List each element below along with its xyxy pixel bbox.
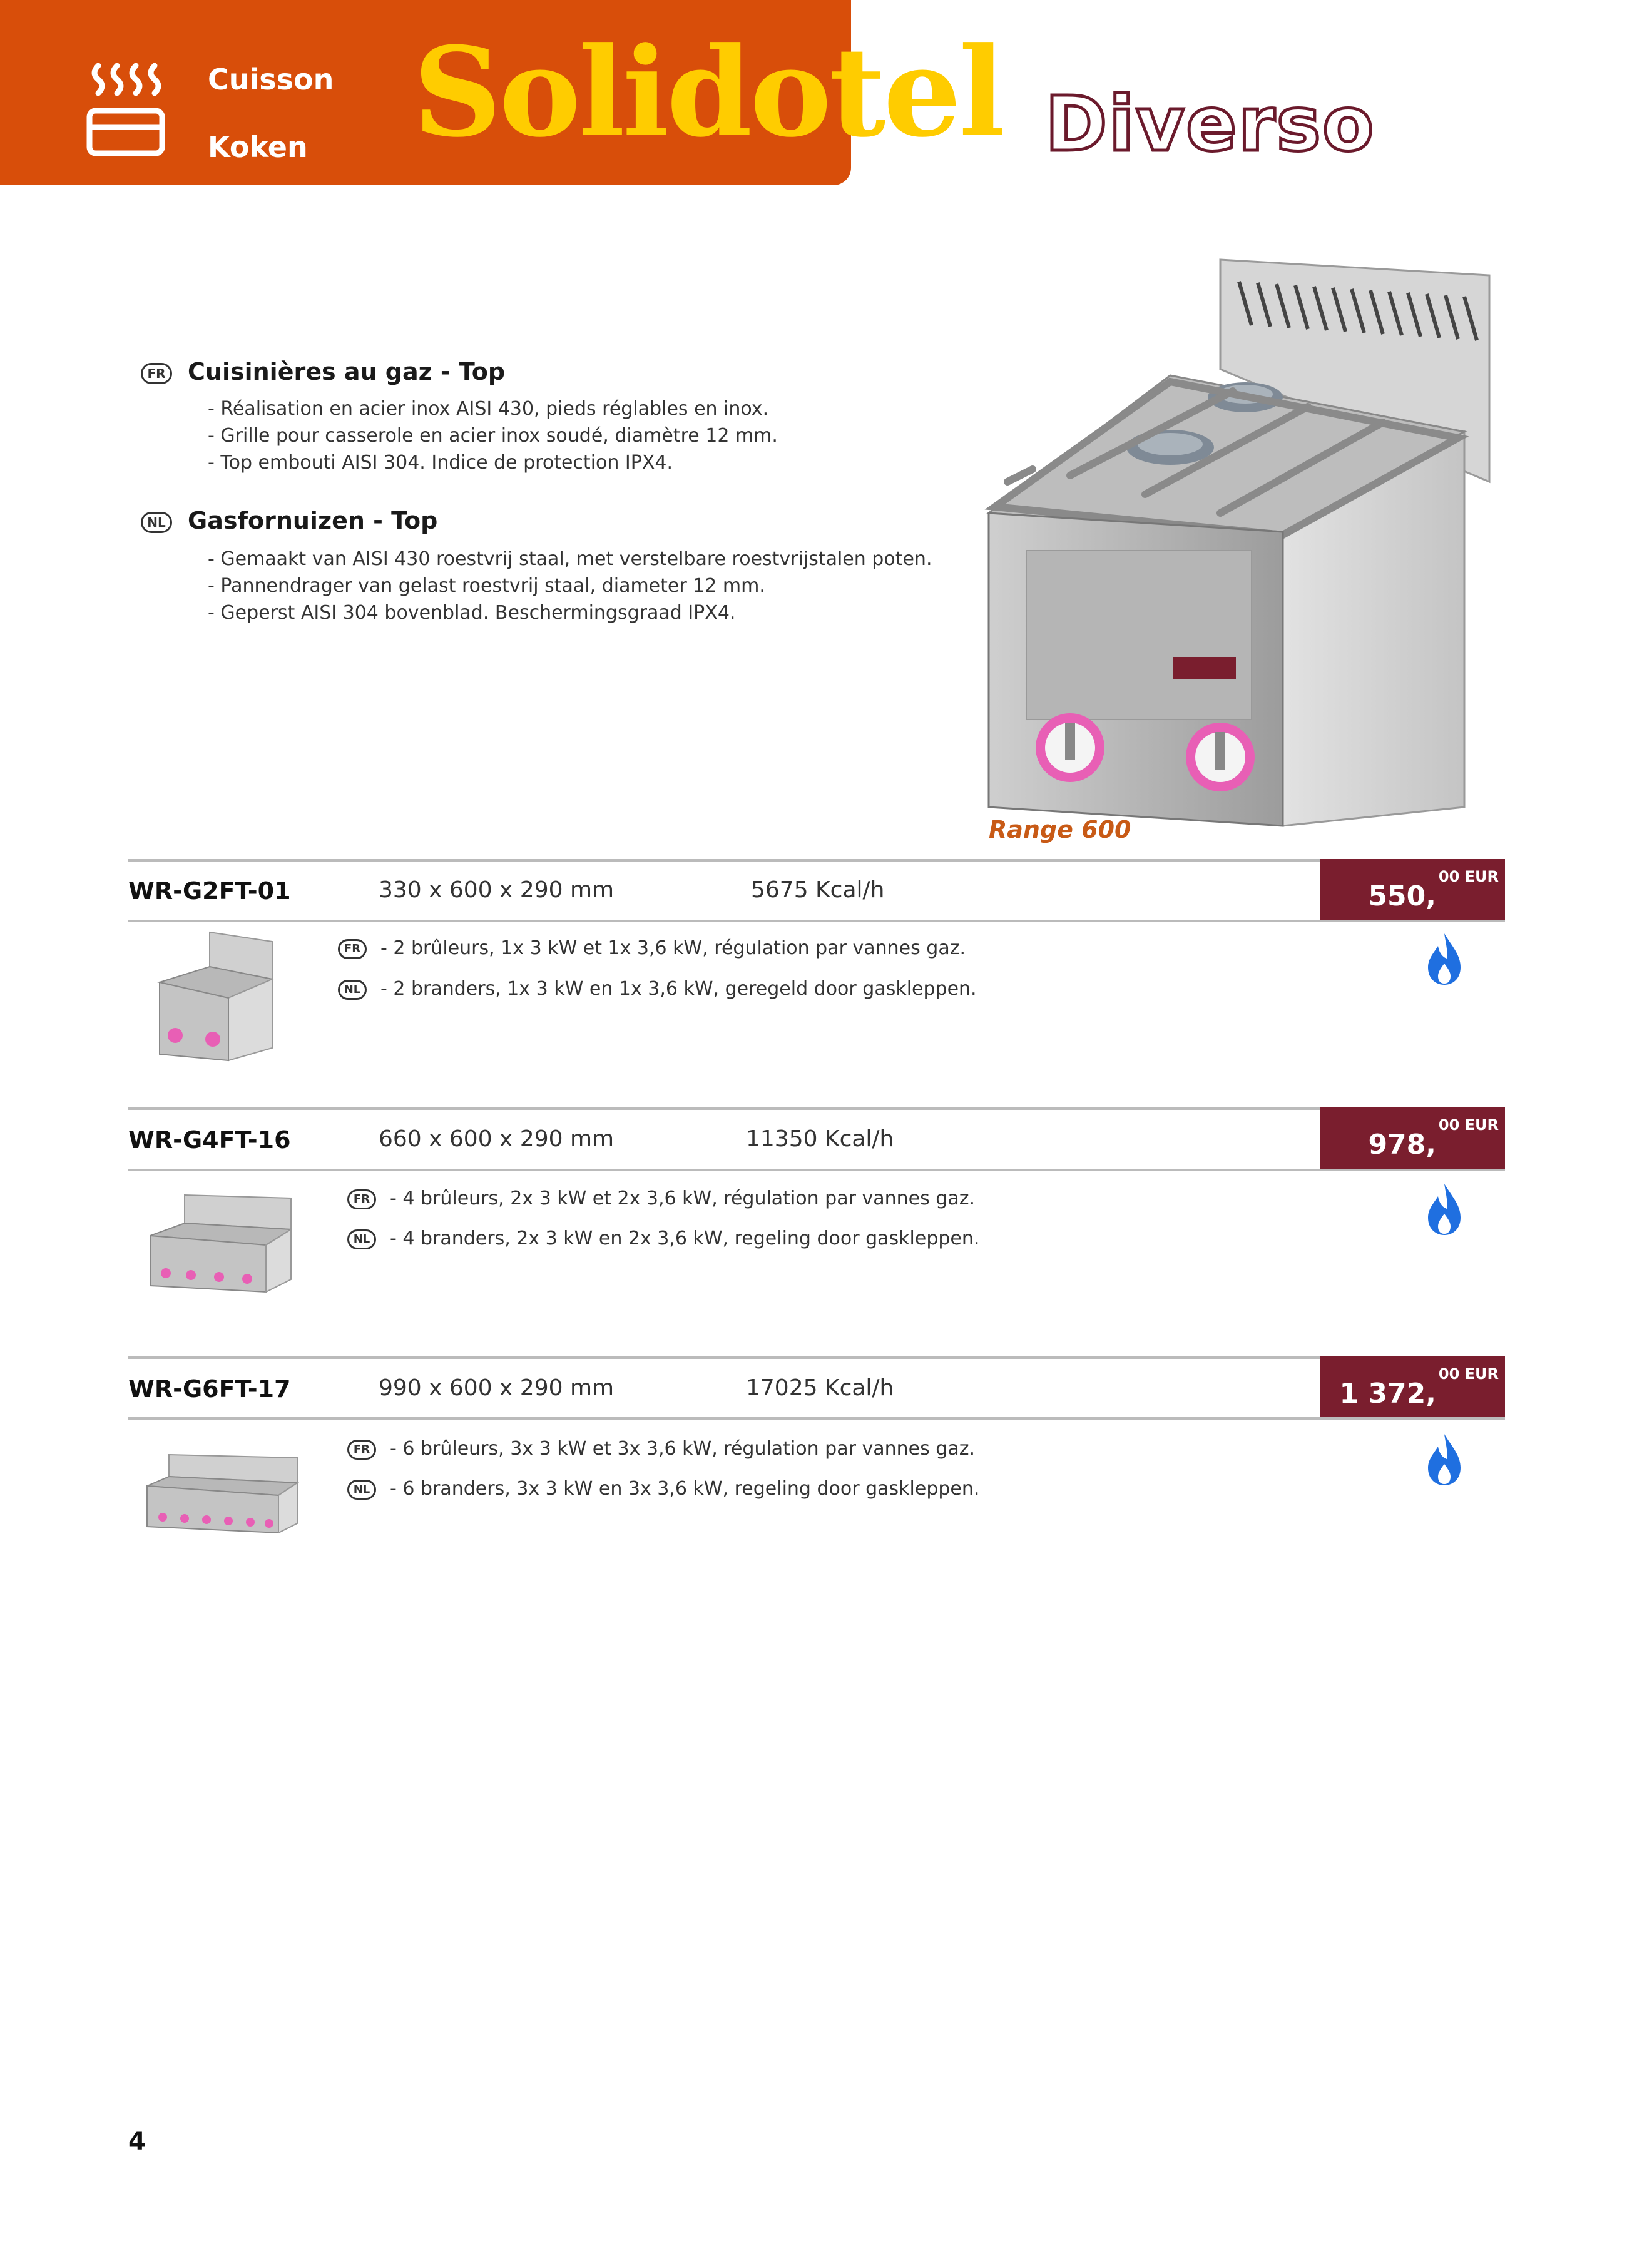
fr-bullet-list	[208, 395, 778, 476]
fr-bullet: - Grille pour casserole en acier inox soudé, diamètre 12 mm.	[208, 425, 778, 447]
nl-bullet: - Pannendrager van gelast roestvrij staal, diameter 12 mm.	[208, 575, 765, 597]
gas-flame-icon	[1427, 1182, 1462, 1236]
nl-bullet-list	[208, 546, 932, 626]
row-divider	[128, 1356, 1505, 1359]
product-thumbnail-2-burner	[153, 929, 278, 1067]
price-box	[1320, 859, 1505, 922]
gas-flame-icon	[1427, 1433, 1462, 1487]
desc-text-fr: - 2 brûleurs, 1x 3 kW et 1x 3,6 kW, régulation par vannes gaz.	[380, 937, 966, 959]
nl-badge: NL	[338, 980, 367, 1000]
gas-flame-icon	[1427, 932, 1462, 986]
product-code: WR-G2FT-01	[128, 877, 291, 905]
nl-section-title: Gasfornuizen - Top	[188, 507, 438, 534]
cooking-pot-icon	[84, 59, 166, 160]
page-number: 4	[128, 2127, 146, 2156]
fr-badge: FR	[338, 939, 367, 959]
product-power: 17025 Kcal/h	[746, 1375, 894, 1401]
gas-cooker-top-image	[982, 257, 1502, 838]
category-nl: Koken	[208, 130, 308, 164]
fr-bullet: - Top embouti AISI 304. Indice de protection IPX4.	[208, 452, 673, 474]
desc-text-nl: - 6 branders, 3x 3 kW en 3x 3,6 kW, regeling door gaskleppen.	[390, 1478, 980, 1500]
desc-text-fr: - 4 brûleurs, 2x 3 kW et 2x 3,6 kW, régulation par vannes gaz.	[390, 1187, 975, 1209]
product-desc-nl	[338, 978, 977, 1000]
fr-badge: FR	[347, 1189, 376, 1209]
desc-text-nl: - 2 branders, 1x 3 kW en 1x 3,6 kW, geregeld door gaskleppen.	[380, 978, 977, 1000]
desc-text-nl: - 4 branders, 2x 3 kW en 2x 3,6 kW, regeling door gaskleppen.	[390, 1228, 980, 1249]
nl-badge: NL	[141, 512, 172, 533]
brand-logo-solidotel: Solidotel	[413, 21, 1003, 165]
price-cents: 00 EUR	[1438, 868, 1499, 885]
nl-bullet: - Gemaakt van AISI 430 roestvrij staal, met verstelbare roestvrijstalen poten.	[208, 548, 932, 570]
row-divider	[128, 1169, 1505, 1171]
row-divider	[128, 920, 1505, 922]
product-desc-fr	[347, 1438, 975, 1460]
nl-badge: NL	[347, 1229, 376, 1249]
product-desc-fr	[338, 937, 966, 959]
nl-bullet: - Geperst AISI 304 bovenblad. Beschermingsgraad IPX4.	[208, 602, 736, 624]
product-desc-nl	[347, 1478, 979, 1500]
desc-text-fr: - 6 brûleurs, 3x 3 kW et 3x 3,6 kW, régulation par vannes gaz.	[390, 1438, 975, 1460]
product-code: WR-G6FT-17	[128, 1375, 291, 1403]
price-cents: 00 EUR	[1438, 1365, 1499, 1383]
product-thumbnail-4-burner	[147, 1192, 297, 1298]
product-thumbnail-6-burner	[144, 1452, 300, 1539]
product-desc-fr	[347, 1187, 975, 1209]
product-dimensions: 990 x 600 x 290 mm	[379, 1375, 615, 1401]
fr-badge: FR	[347, 1440, 376, 1460]
price-cents: 00 EUR	[1438, 1116, 1499, 1134]
fr-badge: FR	[141, 363, 172, 384]
row-divider	[128, 1107, 1505, 1110]
row-divider	[128, 859, 1505, 862]
product-code: WR-G4FT-16	[128, 1126, 291, 1154]
product-power: 5675 Kcal/h	[751, 877, 885, 903]
price-value: 1 372,	[1339, 1378, 1436, 1410]
product-dimensions: 330 x 600 x 290 mm	[379, 877, 615, 903]
fr-bullet: - Réalisation en acier inox AISI 430, pieds réglables en inox.	[208, 398, 769, 420]
price-box	[1320, 1107, 1505, 1170]
brand-logo-diverso: Diverso	[1045, 81, 1375, 168]
product-dimensions: 660 x 600 x 290 mm	[379, 1126, 615, 1152]
product-desc-nl	[347, 1228, 979, 1249]
price-value: 550,	[1368, 880, 1436, 912]
category-fr: Cuisson	[208, 63, 334, 96]
product-power: 11350 Kcal/h	[746, 1126, 894, 1152]
range-label: Range 600	[989, 816, 1131, 843]
nl-badge: NL	[347, 1480, 376, 1500]
row-divider	[128, 1417, 1505, 1420]
price-box	[1320, 1356, 1505, 1419]
fr-section-title: Cuisinières au gaz - Top	[188, 358, 506, 385]
price-value: 978,	[1368, 1129, 1436, 1161]
